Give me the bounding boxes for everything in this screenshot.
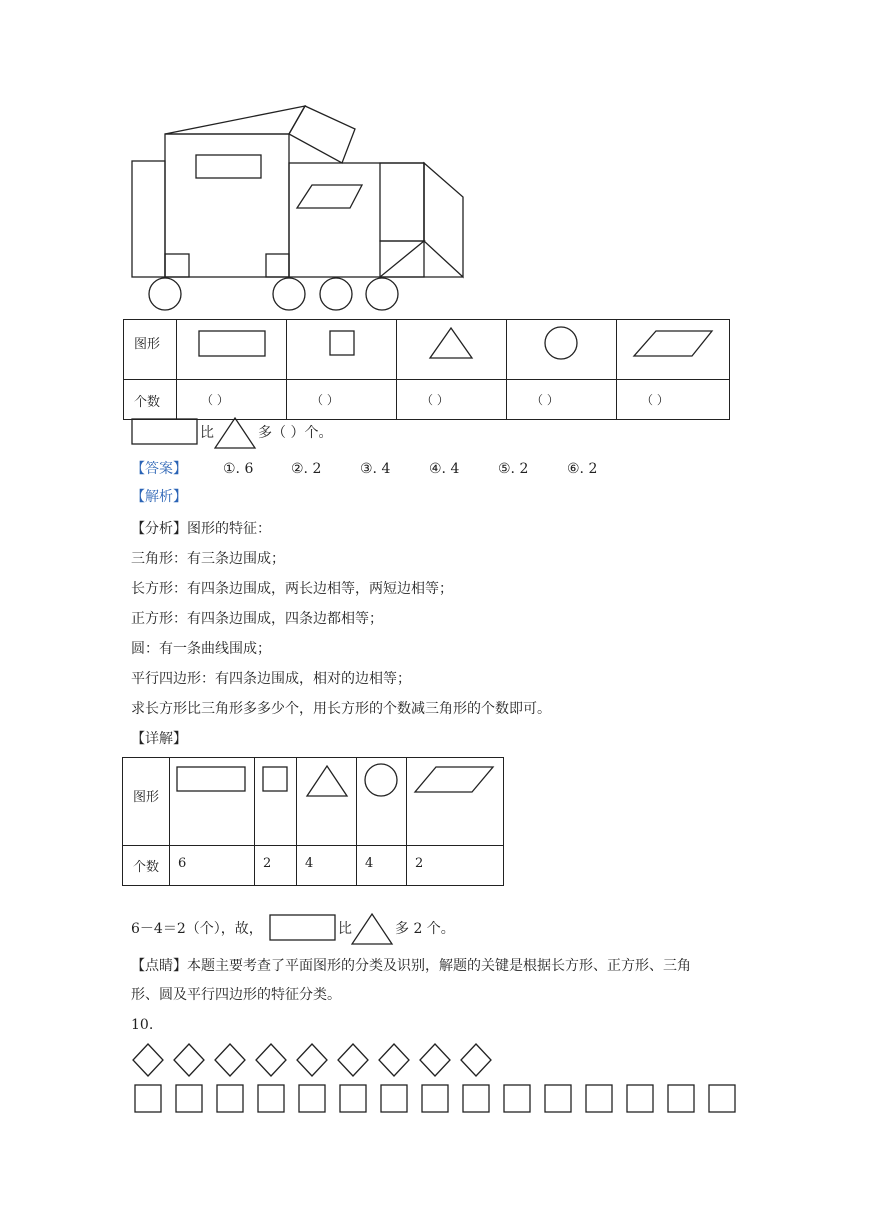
- count-blank: （ ）: [641, 393, 669, 407]
- square-icon: [258, 1085, 284, 1112]
- answer-item: ⑥. 2: [567, 461, 598, 477]
- train-parallelogram: [297, 185, 362, 208]
- answer-item: ②. 2: [291, 461, 322, 477]
- parallelogram-icon: [617, 320, 729, 375]
- calc-bi-text: 比: [338, 921, 352, 937]
- count-value: 2: [415, 856, 424, 871]
- square-icon: [255, 758, 296, 841]
- answer-item: ③. 4: [360, 461, 391, 477]
- circle-icon: [357, 758, 406, 841]
- answer-table: [122, 757, 504, 886]
- train-back-rect: [132, 161, 165, 277]
- square-icon: [668, 1085, 694, 1112]
- square-icon: [135, 1085, 161, 1112]
- diamond-icon: [174, 1044, 204, 1076]
- diamond-icon: [338, 1044, 368, 1076]
- question-number: 10.: [131, 1017, 154, 1033]
- answer-item: ⑤. 2: [498, 461, 529, 477]
- row-label-shape: 图形: [133, 790, 160, 805]
- detail-label: 【详解】: [131, 731, 187, 747]
- count-value: 4: [365, 856, 374, 871]
- square-icon: [709, 1085, 735, 1112]
- train-front-rect: [380, 163, 424, 241]
- diamond-icon: [133, 1044, 163, 1076]
- calc-prefix: 6－4＝2（个），故，: [131, 921, 263, 937]
- circle-icon: [507, 320, 616, 375]
- square-icon: [504, 1085, 530, 1112]
- parallelogram-icon: [407, 758, 503, 841]
- count-value: 6: [178, 856, 187, 871]
- count-blank: （ ）: [421, 393, 449, 407]
- diamond-icon: [256, 1044, 286, 1076]
- analysis-line: 长方形：有四条边围成，两长边相等，两短边相等；: [131, 581, 453, 597]
- triangle-icon: [351, 912, 395, 946]
- analysis-line: 三角形：有三条边围成；: [131, 551, 285, 567]
- calc-suffix: 多 2 个。: [395, 921, 455, 937]
- triangle-icon: [214, 416, 258, 450]
- train-window-rect: [196, 155, 261, 178]
- answer-label: 【答案】: [131, 461, 187, 477]
- count-blank: （ ）: [311, 393, 339, 407]
- count-value: 2: [263, 856, 272, 871]
- train-body-rect: [289, 163, 424, 277]
- compare-bi-text: 比: [200, 425, 214, 441]
- square-icon: [340, 1085, 366, 1112]
- train-nose-parallelogram: [424, 163, 463, 277]
- analysis-line: 圆：有一条曲线围成；: [131, 641, 271, 657]
- diamond-icon: [461, 1044, 491, 1076]
- square-icon: [299, 1085, 325, 1112]
- analysis-line: 求长方形比三角形多多少个，用长方形的个数减三角形的个数即可。: [131, 701, 551, 717]
- count-blank: （ ）: [531, 393, 559, 407]
- row-label-shape: 图形: [134, 337, 161, 352]
- triangle-icon: [297, 758, 356, 841]
- rectangle-icon: [269, 914, 337, 942]
- row-label-count: 个数: [134, 395, 161, 410]
- comment-line: 形、圆及平行四边形的特征分类。: [131, 987, 341, 1003]
- row-label-count: 个数: [133, 860, 160, 875]
- shape-count-table: [123, 319, 730, 420]
- train-wheel: [149, 278, 181, 310]
- train-small-square-left: [165, 254, 189, 277]
- diamond-icon: [379, 1044, 409, 1076]
- count-value: 4: [305, 856, 314, 871]
- square-icon: [627, 1085, 653, 1112]
- analysis-line: 正方形：有四条边围成，四条边都相等；: [131, 611, 383, 627]
- train-wheel: [320, 278, 352, 310]
- diamond-icon: [215, 1044, 245, 1076]
- compare-rest-text: 多（ ）个。: [258, 425, 333, 441]
- square-icon: [217, 1085, 243, 1112]
- train-chimney-rect: [289, 106, 355, 163]
- square-icon: [545, 1085, 571, 1112]
- diamond-icon: [420, 1044, 450, 1076]
- analysis-label: 【解析】: [131, 489, 187, 505]
- rectangle-icon: [170, 758, 254, 841]
- analysis-line: 平行四边形：有四条边围成，相对的边相等；: [131, 671, 411, 687]
- count-blank: （ ）: [201, 393, 229, 407]
- train-shape-picture: [125, 100, 470, 315]
- train-roof-triangle: [165, 106, 305, 134]
- square-icon: [463, 1085, 489, 1112]
- square-icon: [176, 1085, 202, 1112]
- train-small-square-right: [266, 254, 289, 277]
- diamond-icon: [297, 1044, 327, 1076]
- square-icon: [287, 320, 396, 375]
- train-front-triangle: [380, 241, 424, 277]
- comment-line: 【点睛】本题主要考查了平面图形的分类及识别，解题的关键是根据长方形、正方形、三角: [131, 958, 691, 974]
- train-wheel: [273, 278, 305, 310]
- analysis-line: 【分析】图形的特征：: [131, 521, 271, 537]
- diamond-square-rows: [125, 1040, 745, 1120]
- triangle-icon: [397, 320, 506, 375]
- square-icon: [422, 1085, 448, 1112]
- answer-item: ④. 4: [429, 461, 460, 477]
- train-wheel: [366, 278, 398, 310]
- square-icon: [586, 1085, 612, 1112]
- square-icon: [381, 1085, 407, 1112]
- rectangle-icon: [177, 320, 286, 375]
- answer-item: ①. 6: [223, 461, 254, 477]
- rectangle-icon: [131, 418, 199, 446]
